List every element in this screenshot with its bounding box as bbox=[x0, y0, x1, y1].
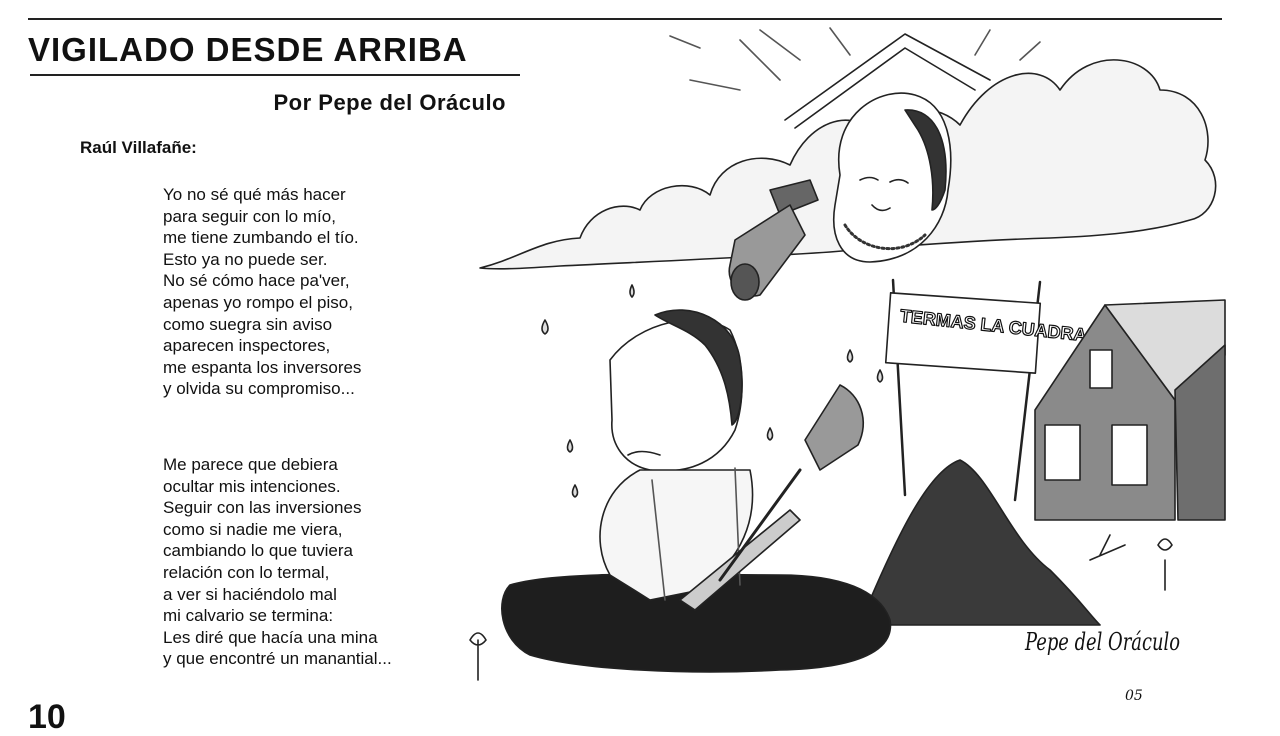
poem-stanza-2 bbox=[163, 454, 392, 670]
poem-line: Yo no sé qué más hacer bbox=[163, 185, 346, 204]
article-byline: Por Pepe del Oráculo bbox=[273, 90, 506, 115]
poem-line: ocultar mis intenciones. bbox=[163, 476, 341, 496]
poem-line: me espanta los inversores bbox=[163, 357, 362, 377]
poem-line: cambiando lo que tuviera bbox=[163, 541, 353, 561]
poem-line: Seguir con las inversiones bbox=[163, 498, 362, 518]
poem-line: relación con lo termal, bbox=[163, 562, 330, 582]
sign-text: TERMAS LA CUADRA bbox=[899, 305, 1088, 346]
poem-line: para seguir con lo mío, bbox=[163, 206, 336, 226]
poem-line: a ver si haciéndolo mal bbox=[163, 584, 337, 604]
poem-stanza-1 bbox=[163, 184, 361, 400]
signature-text: Pepe del Oráculo bbox=[1024, 628, 1180, 656]
artist-signature bbox=[1024, 628, 1180, 704]
poem-speaker: Raúl Villafañe: bbox=[80, 138, 197, 157]
poem-line: No sé cómo hace pa'ver, bbox=[163, 271, 350, 291]
poem-line: Me parece que debiera bbox=[163, 455, 338, 474]
poem-line: aparecen inspectores, bbox=[163, 336, 331, 356]
page-number: 10 bbox=[28, 698, 66, 736]
sun-rays bbox=[670, 28, 1040, 90]
poem-line: apenas yo rompo el piso, bbox=[163, 292, 353, 312]
poem-line: y que encontré un manantial... bbox=[163, 649, 392, 669]
poem-line: me tiene zumbando el tío. bbox=[163, 228, 359, 248]
digging-man bbox=[600, 310, 863, 610]
cartoon-illustration bbox=[460, 24, 1230, 714]
poem-line: Les diré que hacía una mina bbox=[163, 627, 378, 647]
signature-year: 05 bbox=[1125, 688, 1143, 704]
poem-line: mi calvario se termina: bbox=[163, 606, 334, 626]
poem-line: como si nadie me viera, bbox=[163, 519, 343, 539]
article-title: VIGILADO DESDE ARRIBA bbox=[28, 31, 468, 68]
poem-line: y olvida su compromiso... bbox=[163, 379, 355, 399]
poem-line: Esto ya no puede ser. bbox=[163, 249, 328, 269]
top-rule bbox=[28, 18, 1222, 20]
title-underline bbox=[30, 74, 520, 76]
poem-line: como suegra sin aviso bbox=[163, 314, 333, 334]
